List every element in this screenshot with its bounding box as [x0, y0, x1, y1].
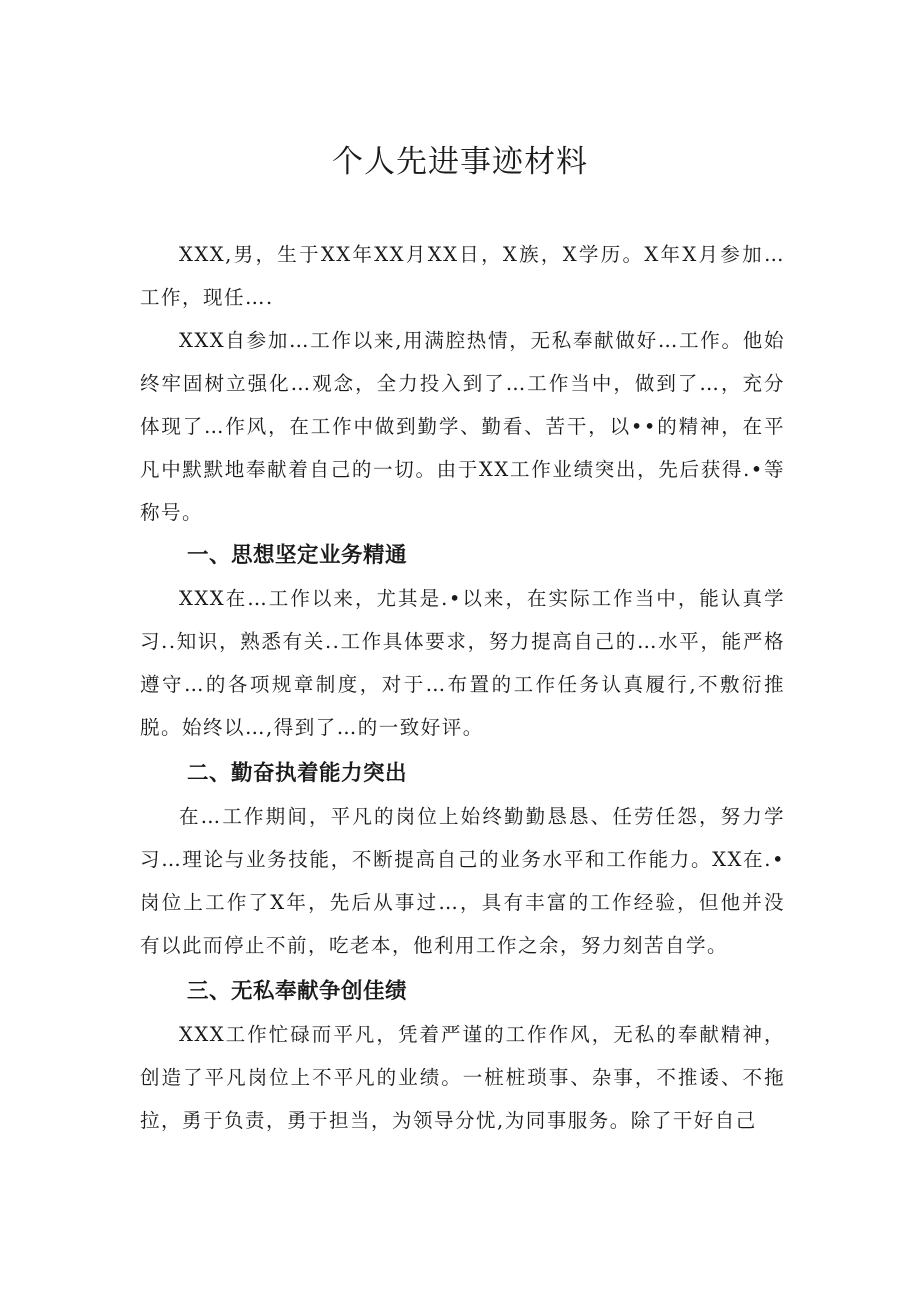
section-heading-ideology: 一、思想坚定业务精通 [187, 543, 408, 568]
section-paragraph-ability: 在…工作期间，平凡的岗位上始终勤勤恳恳、任劳任怨，努力学习…理论与业务技能，不断提高自己的业务水平和工作能力。XX在.•岗位上工作了X年，先后从事过…，具有丰富的工作经验，但他并没有以此而停止不前，吃老本，他利用工作之余，努力刻苦自学。 [140, 805, 785, 957]
section-heading-ability: 二、勤奋执着能力突出 [187, 761, 408, 786]
intro-paragraph-summary: XXX自参加…工作以来,用满腔热情，无私奉献做好…工作。他始终牢固树立强化…观念，全力投入到了…工作当中，做到了…，充分体现了…作风，在工作中做到勤学、勤看、苦干，以••的精神，在平凡中默默地奉献着自己的一切。由于XX工作业绩突出，先后获得.•等称号。 [140, 329, 785, 524]
section-paragraph-ideology: XXX在…工作以来，尤其是.•以来，在实际工作当中，能认真学习..知识，熟悉有关..工作具体要求，努力提高自己的…水平，能严格遵守…的各项规章制度，对于…布置的工作任务认真履行,不敷衍推脱。始终以…,得到了…的一致好评。 [140, 587, 785, 739]
intro-paragraph-basic-info: XXX,男，生于XX年XX月XX日，X族，X学历。X年X月参加…工作，现任…. [140, 243, 785, 309]
document-title: 个人先进事迹材料 [332, 144, 588, 180]
section-heading-dedication: 三、无私奉献争创佳绩 [187, 979, 408, 1004]
section-paragraph-dedication: XXX工作忙碌而平凡，凭着严谨的工作作风，无私的奉献精神，创造了平凡岗位上不平凡的业绩。一桩桩琐事、杂事，不推诿、不拖拉，勇于负责，勇于担当，为领导分忧,为同事服务。除了干好自己 [140, 1023, 785, 1132]
